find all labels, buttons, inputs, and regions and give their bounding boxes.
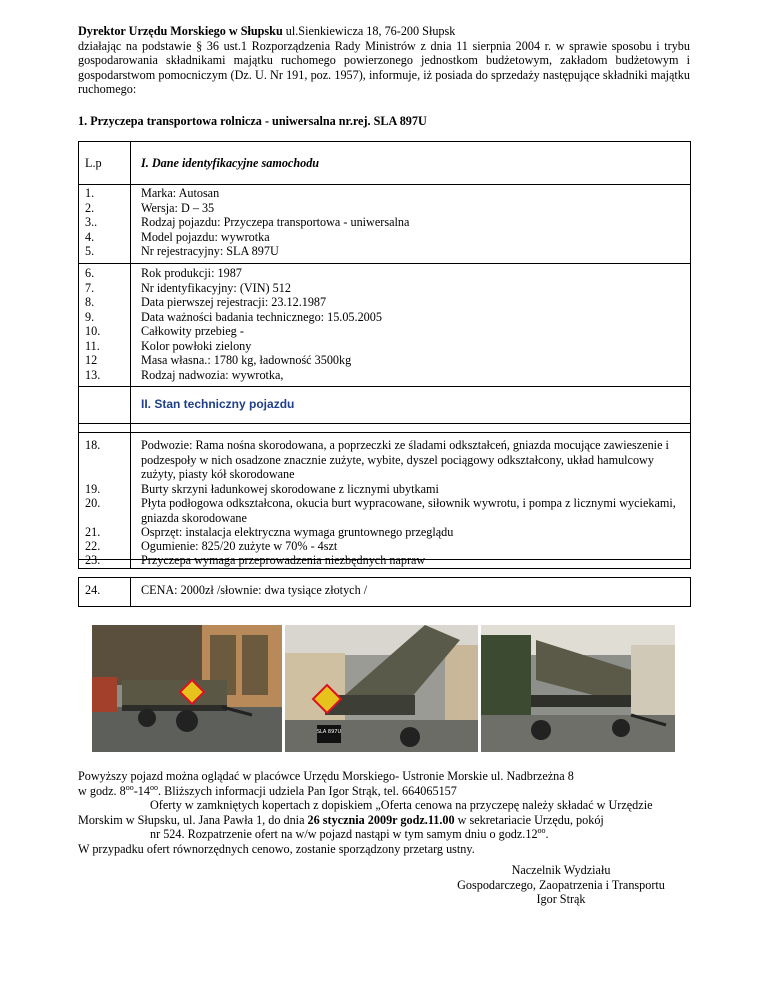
deadline: 26 stycznia 2009r godz.11.00 [307,812,455,827]
item-number: 1. [85,186,95,200]
item-number: 7. [85,280,95,295]
item-number: 23. [85,553,101,567]
price-text: CENA: 2000zł /słownie: dwa tysiące złotych / [141,583,368,597]
tender-note: W przypadku ofert równorzędnych cenowo, zostanie sporządzony przetarg ustny. [78,841,475,856]
item-number: 2. [85,200,95,215]
item-text: Kolor powłoki zielony [141,338,252,353]
item-number: 4. [85,229,95,244]
column-divider [130,264,131,386]
item-text: Płyta podłogowa odkształcona, okucia burt wypracowane, siłownik wywrotu, i pompa z licznymi wyciekami, gniazda skorodowane [141,496,676,525]
trailer-photo-2 [285,625,478,752]
item-number: 22. [85,539,101,553]
item-text: Masa własna.: 1780 kg, ładowność 3500kg [141,353,352,367]
offers-line-3: nr 524. Rozpatrzenie ofert na w/w pojazd nastąpi w tym samym dniu o $godz.12^{oo}$. [150,825,549,841]
column-divider [130,424,131,432]
viewing-line-1: Powyższy pojazd można oglądać w placówce Urzędu Morskiego- Ustronie Morskie ul. Nadbrzeżna 8 [78,769,574,783]
table-group-2 [78,263,691,387]
column-divider [130,433,131,568]
column-divider [130,185,131,263]
column-divider [130,578,131,606]
price-number: 24. [85,583,101,597]
item-number: 8. [85,295,95,309]
item-number: 12 [85,353,98,367]
intro-body: działając na podstawie § 36 ust.1 Rozporządzenia Rady Ministrów z dnia 11 sierpnia 2004 r. w sprawie sposobu i trybu gospodarowania składnikami majątku ruchomego powierzonego jednostkom budżetowym, zakładom budżetowym i gospodarstwom pomocniczym (Dz. U. Nr 191, poz. 1957), informuje, iż posiada do sprzedaży następujące składniki majątku ruchomego: [78,38,690,96]
item-text: Data ważności badania technicznego: 15.05.2005 [141,309,382,324]
signature-name: Igor Strąk [536,892,586,906]
item-number: 9. [85,309,95,324]
item-text: Całkowity przebieg - [141,324,244,338]
item-number: 6. [85,266,95,280]
item-number: 10. [85,324,101,338]
item-text: Rodzaj pojazdu: Przyczepa transportowa - uniwersalna [141,215,410,229]
item-number: 20. [85,496,101,510]
item-text: Wersja: D – 35 [141,200,215,215]
item-text: Ogumienie: 825/20 zużyte w 70% - 4szt [141,539,338,553]
viewing-line-2: w godz. $8^{oo}-14^{oo}$. Bliższych informacji udziela Pan Igor Strąk, tel. 664065157 [78,782,457,798]
item-number: 13. [85,367,101,382]
item-text: Rok produkcji: 1987 [141,266,242,280]
item-number: 3.. [85,215,98,229]
authority-name: Dyrektor Urzędu Morskiego w Słupsku [78,24,283,38]
item-text: Model pojazdu: wywrotka [141,229,270,244]
table-header [78,141,691,185]
signature-department: Gospodarczego, Zaopatrzenia i Transportu [457,877,665,892]
authority-address: ul.Sienkiewicza 18, 76-200 Słupsk [282,24,456,38]
item-number: 5. [85,244,95,258]
trailer-photo-1 [92,625,282,752]
item-text: Przyczepa wymaga przeprowadzenia niezbędnych napraw [141,553,426,567]
item-text: Osprzęt: instalacja elektryczna wymaga gruntownego przeglądu [141,525,454,539]
signature-title: Naczelnik Wydziału [511,863,611,877]
table-group-1 [78,184,691,264]
column-divider [130,142,131,184]
item-number: 11. [85,338,100,353]
plate-text: SLA 897U [316,729,342,735]
table-group-3 [78,432,691,569]
intro-paragraph [78,24,690,97]
item-number: 19. [85,482,101,496]
item-text: Podwozie: Rama nośna skorodowana, a poprzeczki ze śladami odkształceń, gniazda mocujące zawieszenie i podzespoły w nich osadzone znacznie zużyte, wybite, dyszel pociągowy odkształcony, układ hamulcowy zużyty, piasty kół skorodowane [141,438,669,481]
trailer-photo-1-image [92,625,282,752]
item-text: Data pierwszej rejestracji: 23.12.1987 [141,295,327,309]
lp-header: L.p [85,156,102,170]
item-text: Burty skrzyni ładunkowej skorodowane z licznymi ubytkami [141,482,439,496]
signature-block [446,863,676,907]
table-price [78,577,691,607]
section-title: 1. Przyczepa transportowa rolnicza - uniwersalna nr.rej. SLA 897U [78,114,427,128]
viewing-info [78,769,718,856]
item-text: Rodzaj nadwozia: wywrotka, [141,367,284,382]
trailer-photo-2-image [285,625,478,752]
item-number: 18. [85,438,101,452]
offers-line-2: Morskim w Słupsku, ul. Jana Pawła 1, do dnia 26 stycznia 2009r godz.11.00 w sekretariacie Urzędu, pokój [78,812,604,827]
table-heading-ii [78,386,691,424]
item-text: Marka: Autosan [141,186,220,200]
column-divider [130,387,131,423]
offers-line-1: Oferty w zamkniętych kopertach z dopiskiem „Oferta cenowa na przyczepę należy składać w Urzędzie [150,798,653,812]
section-ii-heading: II. Stan techniczny pojazdu [141,397,295,411]
trailer-photo-3 [481,625,675,752]
item-number: 21. [85,525,101,539]
item-text: Nr identyfikacyjny: (VIN) 512 [141,280,291,295]
section-i-heading: I. Dane identyfikacyjne samochodu [141,156,320,170]
trailer-photo-3-image [481,625,675,752]
item-text: Nr rejestracyjny: SLA 897U [141,244,279,258]
